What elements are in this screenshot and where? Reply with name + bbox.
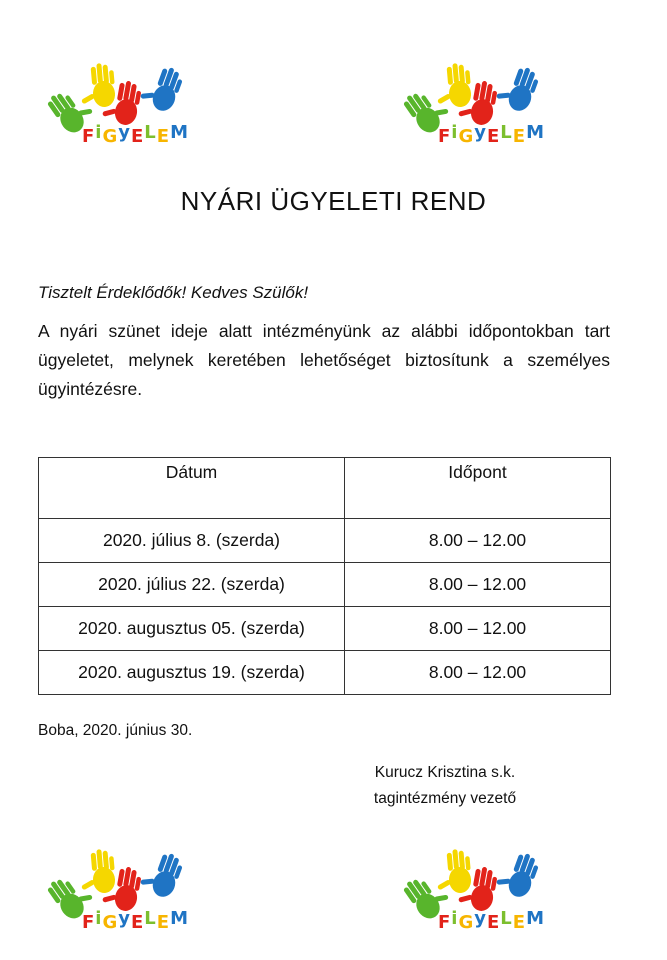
logo-letter: G xyxy=(102,126,119,147)
signature-block xyxy=(330,760,560,812)
logo-letter: L xyxy=(500,122,513,143)
logo-letter: E xyxy=(512,912,527,933)
logo-letter: E xyxy=(130,126,145,147)
cell-time: 8.00 – 12.00 xyxy=(345,607,611,651)
cell-time: 8.00 – 12.00 xyxy=(345,563,611,607)
hands-icon xyxy=(42,62,242,162)
hands-icon xyxy=(398,848,598,948)
table-row xyxy=(39,563,611,607)
logo-letter: M xyxy=(526,908,545,929)
table-row xyxy=(39,519,611,563)
logo-letter: L xyxy=(144,908,157,929)
logo-letter: F xyxy=(438,912,452,933)
page-title: NYÁRI ÜGYELETI REND xyxy=(180,186,487,216)
cell-time: 8.00 – 12.00 xyxy=(345,651,611,695)
logo-wordmark xyxy=(438,910,545,931)
logo-letter: G xyxy=(458,912,475,933)
signature-name: Kurucz Krisztina s.k. xyxy=(374,764,516,781)
table-header-row xyxy=(39,458,611,519)
logo-letter: i xyxy=(95,908,103,929)
table-row xyxy=(39,607,611,651)
place-and-date: Boba, 2020. június 30. xyxy=(38,722,193,739)
logo-letter: y xyxy=(118,122,131,143)
logo-wordmark xyxy=(82,910,189,931)
logo-letter: E xyxy=(130,912,145,933)
logo-letter: M xyxy=(526,122,545,143)
logo-letter: i xyxy=(95,122,103,143)
logo-bottom-left xyxy=(42,848,242,948)
logo-letter: y xyxy=(474,122,487,143)
table-row xyxy=(39,651,611,695)
logo-bottom-right xyxy=(398,848,598,948)
logo-wordmark xyxy=(82,124,189,145)
intro-paragraph: A nyári szünet ideje alatt intézményünk az alábbi időpontokban tart ügyeletet, melynek keretében lehetőséget biztosítunk a személyes ügyintézésre. xyxy=(38,321,610,399)
hands-icon xyxy=(42,848,242,948)
logo-letter: i xyxy=(451,122,459,143)
cell-date: 2020. augusztus 19. (szerda) xyxy=(39,651,345,695)
logo-wordmark xyxy=(438,124,545,145)
logo-letter: F xyxy=(82,126,96,147)
logo-letter: F xyxy=(438,126,452,147)
logo-letter: E xyxy=(156,912,171,933)
logo-letter: E xyxy=(486,912,501,933)
logo-letter: M xyxy=(170,908,189,929)
header-date: Dátum xyxy=(39,458,345,519)
cell-time: 8.00 – 12.00 xyxy=(345,519,611,563)
header-time: Időpont xyxy=(345,458,611,519)
logo-letter: L xyxy=(500,908,513,929)
logo-letter: G xyxy=(102,912,119,933)
signature-role: tagintézmény vezető xyxy=(373,790,517,807)
hands-icon xyxy=(398,62,598,162)
greeting: Tisztelt Érdeklődők! Kedves Szülők! xyxy=(38,283,309,302)
cell-date: 2020. augusztus 05. (szerda) xyxy=(39,607,345,651)
logo-letter: E xyxy=(512,126,527,147)
logo-letter: L xyxy=(144,122,157,143)
logo-letter: y xyxy=(474,908,487,929)
cell-date: 2020. július 8. (szerda) xyxy=(39,519,345,563)
logo-letter: y xyxy=(118,908,131,929)
logo-letter: G xyxy=(458,126,475,147)
logo-top-left xyxy=(42,62,242,162)
logo-letter: i xyxy=(451,908,459,929)
logo-letter: E xyxy=(156,126,171,147)
logo-letter: E xyxy=(486,126,501,147)
schedule-table xyxy=(38,457,611,695)
cell-date: 2020. július 22. (szerda) xyxy=(39,563,345,607)
logo-letter: F xyxy=(82,912,96,933)
logo-top-right xyxy=(398,62,598,162)
logo-letter: M xyxy=(170,122,189,143)
